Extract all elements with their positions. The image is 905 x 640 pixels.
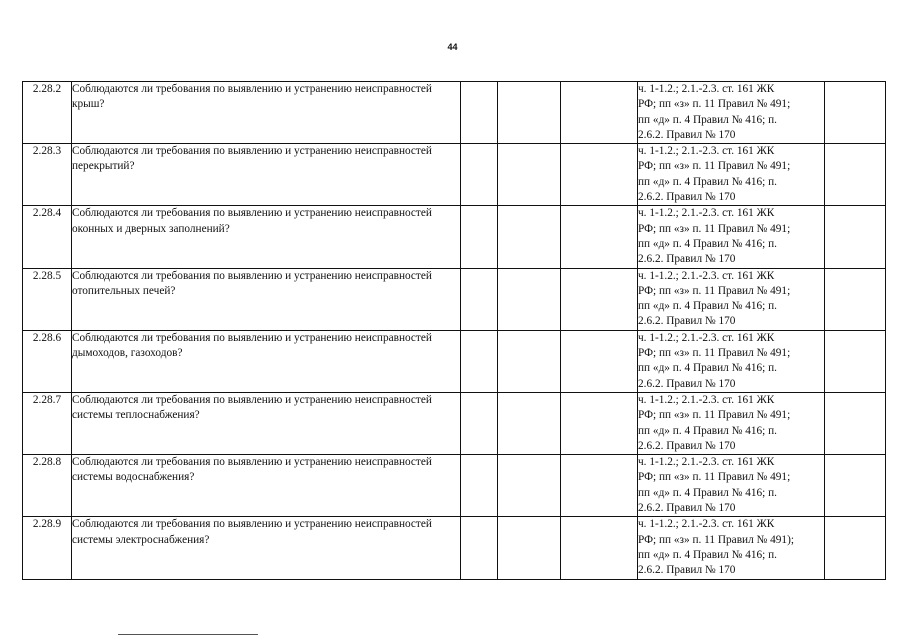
table-row	[23, 206, 886, 268]
legal-reference-line: пп «д» п. 4 Правил № 416; п.	[638, 486, 777, 499]
requirement-question: Соблюдаются ли требования по выявлению и устранению неисправностей системы водоснабжения?	[72, 455, 461, 517]
notes-cell	[825, 330, 886, 392]
legal-reference-line: РФ; пп «з» п. 11 Правил № 491;	[638, 347, 791, 360]
legal-reference-line: ч. 1-1.2.; 2.1.-2.3. ст. 161 ЖК	[638, 207, 775, 220]
table-row	[23, 144, 886, 206]
legal-reference-line: пп «д» п. 4 Правил № 416; п.	[638, 237, 777, 250]
legal-reference-line: пп «д» п. 4 Правил № 416; п.	[638, 113, 777, 126]
item-number: 2.28.8	[23, 455, 72, 517]
legal-reference-line: пп «д» п. 4 Правил № 416; п.	[638, 424, 777, 437]
legal-reference	[638, 82, 825, 144]
answer-no-cell	[498, 82, 561, 144]
item-number: 2.28.4	[23, 206, 72, 268]
legal-reference-line: РФ; пп «з» п. 11 Правил № 491;	[638, 98, 791, 111]
legal-reference-line: ч. 1-1.2.; 2.1.-2.3. ст. 161 ЖК	[638, 518, 775, 531]
legal-reference-line: пп «д» п. 4 Правил № 416; п.	[638, 175, 777, 188]
answer-na-cell	[561, 330, 638, 392]
legal-reference-line: 2.6.2. Правил № 170	[638, 191, 736, 204]
legal-reference-line: ч. 1-1.2.; 2.1.-2.3. ст. 161 ЖК	[638, 456, 775, 469]
answer-yes-cell	[461, 517, 498, 579]
notes-cell	[825, 144, 886, 206]
legal-reference-line: ч. 1-1.2.; 2.1.-2.3. ст. 161 ЖК	[638, 331, 775, 344]
legal-reference	[638, 206, 825, 268]
answer-yes-cell	[461, 206, 498, 268]
requirement-question: Соблюдаются ли требования по выявлению и устранению неисправностей оконных и дверных заполнений?	[72, 206, 461, 268]
legal-reference-line: 2.6.2. Правил № 170	[638, 253, 736, 266]
table-row	[23, 268, 886, 330]
answer-yes-cell	[461, 330, 498, 392]
table-row	[23, 455, 886, 517]
legal-reference-line: 2.6.2. Правил № 170	[638, 315, 736, 328]
requirement-question: Соблюдаются ли требования по выявлению и устранению неисправностей отопительных печей?	[72, 268, 461, 330]
item-number: 2.28.7	[23, 392, 72, 454]
legal-reference	[638, 517, 825, 579]
legal-reference-line: РФ; пп «з» п. 11 Правил № 491;	[638, 284, 791, 297]
legal-reference	[638, 455, 825, 517]
answer-yes-cell	[461, 82, 498, 144]
legal-reference-line: пп «д» п. 4 Правил № 416; п.	[638, 300, 777, 313]
legal-reference	[638, 330, 825, 392]
legal-reference-line: ч. 1-1.2.; 2.1.-2.3. ст. 161 ЖК	[638, 269, 775, 282]
answer-na-cell	[561, 455, 638, 517]
table-row	[23, 517, 886, 579]
answer-no-cell	[498, 517, 561, 579]
answer-no-cell	[498, 206, 561, 268]
requirement-question: Соблюдаются ли требования по выявлению и устранению неисправностей дымоходов, газоходов?	[72, 330, 461, 392]
requirement-question: Соблюдаются ли требования по выявлению и устранению неисправностей перекрытий?	[72, 144, 461, 206]
answer-no-cell	[498, 392, 561, 454]
item-number: 2.28.2	[23, 82, 72, 144]
answer-na-cell	[561, 206, 638, 268]
item-number: 2.28.5	[23, 268, 72, 330]
legal-reference-line: 2.6.2. Правил № 170	[638, 377, 736, 390]
answer-yes-cell	[461, 268, 498, 330]
footnote-line	[118, 634, 258, 637]
notes-cell	[825, 268, 886, 330]
legal-reference-line: ч. 1-1.2.; 2.1.-2.3. ст. 161 ЖК	[638, 393, 775, 406]
notes-cell	[825, 206, 886, 268]
answer-na-cell	[561, 82, 638, 144]
legal-reference-line: 2.6.2. Правил № 170	[638, 502, 736, 515]
legal-reference-line: РФ; пп «з» п. 11 Правил № 491;	[638, 409, 791, 422]
legal-reference-line: РФ; пп «з» п. 11 Правил № 491;	[638, 160, 791, 173]
answer-no-cell	[498, 330, 561, 392]
item-number: 2.28.9	[23, 517, 72, 579]
legal-reference-line: РФ; пп «з» п. 11 Правил № 491);	[638, 533, 794, 546]
answer-na-cell	[561, 392, 638, 454]
legal-reference-line: пп «д» п. 4 Правил № 416; п.	[638, 548, 777, 561]
notes-cell	[825, 455, 886, 517]
legal-reference-line: РФ; пп «з» п. 11 Правил № 491;	[638, 222, 791, 235]
answer-no-cell	[498, 144, 561, 206]
legal-reference-line: 2.6.2. Правил № 170	[638, 128, 736, 141]
legal-reference-line: 2.6.2. Правил № 170	[638, 564, 736, 577]
answer-yes-cell	[461, 144, 498, 206]
requirement-question: Соблюдаются ли требования по выявлению и устранению неисправностей крыш?	[72, 82, 461, 144]
requirement-question: Соблюдаются ли требования по выявлению и устранению неисправностей системы электроснабжения?	[72, 517, 461, 579]
legal-reference-line: ч. 1-1.2.; 2.1.-2.3. ст. 161 ЖК	[638, 145, 775, 158]
legal-reference	[638, 268, 825, 330]
requirement-question: Соблюдаются ли требования по выявлению и устранению неисправностей системы теплоснабжения?	[72, 392, 461, 454]
notes-cell	[825, 392, 886, 454]
table-row	[23, 330, 886, 392]
item-number: 2.28.3	[23, 144, 72, 206]
table-row	[23, 82, 886, 144]
notes-cell	[825, 82, 886, 144]
legal-reference-line: ч. 1-1.2.; 2.1.-2.3. ст. 161 ЖК	[638, 83, 775, 95]
checklist-table	[22, 81, 886, 580]
answer-no-cell	[498, 268, 561, 330]
legal-reference	[638, 144, 825, 206]
answer-na-cell	[561, 517, 638, 579]
table-row	[23, 392, 886, 454]
legal-reference-line: 2.6.2. Правил № 170	[638, 439, 736, 452]
item-number: 2.28.6	[23, 330, 72, 392]
legal-reference-line: пп «д» п. 4 Правил № 416; п.	[638, 362, 777, 375]
notes-cell	[825, 517, 886, 579]
answer-na-cell	[561, 144, 638, 206]
answer-na-cell	[561, 268, 638, 330]
answer-yes-cell	[461, 455, 498, 517]
answer-yes-cell	[461, 392, 498, 454]
answer-no-cell	[498, 455, 561, 517]
legal-reference	[638, 392, 825, 454]
page-number: 44	[447, 42, 458, 52]
legal-reference-line: РФ; пп «з» п. 11 Правил № 491;	[638, 471, 791, 484]
